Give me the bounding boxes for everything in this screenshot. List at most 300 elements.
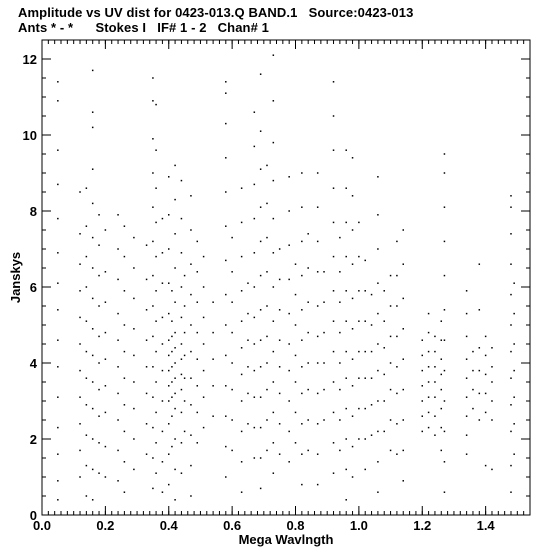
data-point	[254, 317, 256, 319]
data-point	[190, 377, 192, 379]
data-point	[301, 423, 303, 425]
data-point	[57, 366, 59, 368]
plot-title: Amplitude vs UV dist for 0423-013.Q BAND.1 Source:0423-013	[18, 5, 414, 20]
data-point	[155, 442, 157, 444]
data-point	[513, 370, 515, 372]
data-point	[390, 362, 392, 364]
data-point	[225, 476, 227, 478]
data-point	[124, 491, 126, 493]
data-point	[479, 419, 481, 421]
data-point	[307, 233, 309, 235]
data-point	[171, 336, 173, 338]
data-point	[152, 77, 154, 79]
y-tick-label: 10	[22, 128, 37, 143]
data-point	[479, 263, 481, 265]
data-point	[472, 370, 474, 372]
data-point	[117, 419, 119, 421]
data-point	[345, 256, 347, 258]
data-point	[352, 446, 354, 448]
data-point	[203, 370, 205, 372]
data-point	[168, 385, 170, 387]
data-point	[301, 339, 303, 341]
data-point	[79, 476, 81, 478]
data-point	[491, 366, 493, 368]
data-point	[333, 351, 335, 353]
data-point	[155, 222, 157, 224]
data-point	[86, 286, 88, 288]
data-point	[396, 336, 398, 338]
data-point	[390, 389, 392, 391]
data-point	[171, 290, 173, 292]
data-point	[295, 355, 297, 357]
data-point	[352, 195, 354, 197]
data-point	[197, 241, 199, 243]
data-point	[403, 328, 405, 330]
data-point	[339, 450, 341, 452]
data-point	[57, 149, 59, 151]
data-point	[181, 389, 183, 391]
data-point	[444, 172, 446, 174]
data-point	[295, 294, 297, 296]
data-point	[174, 301, 176, 303]
data-point	[273, 252, 275, 254]
data-point	[288, 210, 290, 212]
data-point	[231, 450, 233, 452]
data-point	[162, 218, 164, 220]
data-point	[377, 370, 379, 372]
data-point	[181, 343, 183, 345]
data-point	[190, 229, 192, 231]
data-point	[79, 191, 81, 193]
x-axis-title: Mega Wavlngth	[238, 532, 334, 547]
data-point	[117, 279, 119, 281]
data-point	[352, 298, 354, 300]
data-point	[241, 400, 243, 402]
data-point	[513, 313, 515, 315]
data-point	[383, 374, 385, 376]
data-point	[212, 332, 214, 334]
y-tick-label: 2	[29, 432, 37, 447]
data-point	[98, 244, 100, 246]
data-point	[254, 396, 256, 398]
data-point	[133, 408, 135, 410]
data-point	[92, 469, 94, 471]
data-point	[197, 385, 199, 387]
data-point	[168, 282, 170, 284]
data-point	[241, 256, 243, 258]
data-point	[307, 362, 309, 364]
data-point	[212, 358, 214, 360]
x-tick-label: 1.2	[413, 518, 432, 533]
data-point	[266, 165, 268, 167]
y-tick-labels	[23, 52, 38, 523]
data-point	[260, 309, 262, 311]
data-point	[479, 393, 481, 395]
data-point	[295, 442, 297, 444]
data-point	[57, 499, 59, 501]
data-point	[510, 465, 512, 467]
data-point	[225, 324, 227, 326]
data-point	[79, 396, 81, 398]
data-point	[358, 408, 360, 410]
data-point	[181, 442, 183, 444]
data-point	[124, 324, 126, 326]
data-point	[190, 434, 192, 436]
data-point	[301, 453, 303, 455]
data-point	[152, 172, 154, 174]
data-point	[434, 415, 436, 417]
data-point	[184, 275, 186, 277]
data-point	[364, 408, 366, 410]
data-point	[133, 355, 135, 357]
data-point	[254, 252, 256, 254]
data-point	[184, 305, 186, 307]
data-point	[364, 377, 366, 379]
data-point	[371, 294, 373, 296]
data-point	[333, 290, 335, 292]
data-point	[190, 351, 192, 353]
data-point	[352, 385, 354, 387]
data-point	[57, 453, 59, 455]
data-point	[190, 324, 192, 326]
data-point	[181, 358, 183, 360]
data-point	[301, 172, 303, 174]
data-point	[403, 358, 405, 360]
data-point	[197, 442, 199, 444]
data-point	[288, 400, 290, 402]
data-point	[428, 366, 430, 368]
data-point	[301, 309, 303, 311]
data-point	[254, 457, 256, 459]
data-point	[428, 313, 430, 315]
data-point	[513, 282, 515, 284]
data-point	[171, 351, 173, 353]
data-point	[403, 229, 405, 231]
data-point	[225, 260, 227, 262]
data-point	[190, 294, 192, 296]
data-point	[434, 381, 436, 383]
data-point	[174, 438, 176, 440]
data-point	[162, 461, 164, 463]
data-point	[254, 111, 256, 113]
data-point	[510, 491, 512, 493]
data-point	[162, 400, 164, 402]
data-point	[152, 206, 154, 208]
data-point	[371, 404, 373, 406]
x-tick-label: 0.2	[96, 518, 115, 533]
data-point	[79, 233, 81, 235]
data-point	[146, 366, 148, 368]
data-point	[105, 332, 107, 334]
data-point	[152, 241, 154, 243]
data-point	[57, 427, 59, 429]
data-point	[181, 286, 183, 288]
data-point	[339, 271, 341, 273]
data-point	[260, 366, 262, 368]
data-point	[288, 313, 290, 315]
data-point	[510, 431, 512, 433]
data-point	[317, 393, 319, 395]
data-point	[403, 450, 405, 452]
data-point	[92, 499, 94, 501]
data-point	[479, 370, 481, 372]
data-point	[86, 225, 88, 227]
data-point	[79, 423, 81, 425]
data-point	[434, 366, 436, 368]
data-point	[317, 271, 319, 273]
y-tick-label: 6	[29, 280, 37, 295]
data-point	[485, 336, 487, 338]
data-point	[466, 313, 468, 315]
data-point	[266, 305, 268, 307]
data-point	[333, 320, 335, 322]
data-point	[184, 400, 186, 402]
data-point	[377, 431, 379, 433]
data-point	[377, 176, 379, 178]
data-point	[174, 347, 176, 349]
data-point	[273, 286, 275, 288]
data-point	[86, 377, 88, 379]
data-point	[98, 415, 100, 417]
data-point	[377, 491, 379, 493]
data-point	[485, 374, 487, 376]
data-point	[273, 381, 275, 383]
data-point	[260, 241, 262, 243]
data-point	[352, 358, 354, 360]
data-point	[86, 495, 88, 497]
data-point	[152, 488, 154, 490]
data-point	[181, 412, 183, 414]
data-point	[146, 279, 148, 281]
data-point	[57, 309, 59, 311]
data-point	[171, 381, 173, 383]
data-point	[212, 385, 214, 387]
data-point	[105, 271, 107, 273]
data-point	[279, 423, 281, 425]
data-point	[181, 218, 183, 220]
data-point	[333, 222, 335, 224]
data-point	[212, 301, 214, 303]
data-point	[441, 374, 443, 376]
data-point	[441, 339, 443, 341]
data-point	[168, 400, 170, 402]
data-point	[466, 336, 468, 338]
data-point	[485, 393, 487, 395]
data-point	[171, 396, 173, 398]
data-point	[117, 248, 119, 250]
data-point	[162, 252, 164, 254]
data-point	[98, 336, 100, 338]
data-point	[231, 332, 233, 334]
data-point	[155, 320, 157, 322]
data-point	[174, 469, 176, 471]
data-point	[422, 339, 424, 341]
data-point	[231, 362, 233, 364]
data-point	[155, 256, 157, 258]
data-point	[266, 271, 268, 273]
data-point	[225, 446, 227, 448]
data-point	[168, 484, 170, 486]
data-point	[197, 271, 199, 273]
data-point	[403, 298, 405, 300]
data-point	[247, 282, 249, 284]
data-point	[317, 305, 319, 307]
data-point	[273, 54, 275, 56]
data-point	[241, 320, 243, 322]
data-point	[345, 187, 347, 189]
data-point	[174, 393, 176, 395]
data-point	[231, 301, 233, 303]
data-point	[479, 347, 481, 349]
data-point	[422, 385, 424, 387]
data-point	[377, 343, 379, 345]
data-point	[133, 298, 135, 300]
data-point	[117, 450, 119, 452]
data-point	[288, 370, 290, 372]
data-point	[124, 290, 126, 292]
data-point	[377, 400, 379, 402]
data-point	[444, 241, 446, 243]
data-point	[307, 389, 309, 391]
data-point	[279, 393, 281, 395]
data-point	[510, 324, 512, 326]
data-point	[441, 358, 443, 360]
data-point	[152, 138, 154, 140]
data-point	[174, 499, 176, 501]
plot-frame	[42, 40, 530, 515]
data-point	[273, 142, 275, 144]
data-point	[510, 195, 512, 197]
x-tick-label: 0.0	[32, 518, 52, 533]
data-point	[174, 199, 176, 201]
data-point	[333, 442, 335, 444]
data-point	[434, 351, 436, 353]
data-point	[371, 377, 373, 379]
data-point	[428, 351, 430, 353]
data-point	[168, 214, 170, 216]
data-point	[152, 396, 154, 398]
data-point	[79, 343, 81, 345]
data-point	[171, 320, 173, 322]
data-point	[273, 472, 275, 474]
data-point	[260, 73, 262, 75]
data-point	[92, 267, 94, 269]
data-point	[428, 381, 430, 383]
data-point	[155, 104, 157, 106]
data-point	[441, 320, 443, 322]
data-point	[383, 347, 385, 349]
data-point	[358, 256, 360, 258]
data-point	[479, 309, 481, 311]
data-point	[323, 301, 325, 303]
data-point	[260, 168, 262, 170]
data-point	[190, 404, 192, 406]
data-point	[444, 431, 446, 433]
x-tick-label: 1.4	[476, 518, 495, 533]
data-point	[260, 339, 262, 341]
data-point	[466, 358, 468, 360]
data-point	[197, 332, 199, 334]
data-point	[323, 419, 325, 421]
data-point	[317, 336, 319, 338]
data-point	[491, 347, 493, 349]
data-point	[339, 362, 341, 364]
data-point	[352, 157, 354, 159]
data-point	[254, 427, 256, 429]
data-point	[254, 370, 256, 372]
data-point	[396, 305, 398, 307]
data-point	[57, 218, 59, 220]
data-point	[434, 396, 436, 398]
data-point	[383, 320, 385, 322]
data-point	[254, 146, 256, 148]
data-point	[225, 81, 227, 83]
data-point	[98, 275, 100, 277]
data-point	[466, 453, 468, 455]
data-point	[162, 491, 164, 493]
data-point	[98, 362, 100, 364]
data-point	[117, 480, 119, 482]
major-ticks	[42, 40, 530, 515]
data-point	[247, 393, 249, 395]
data-point	[510, 263, 512, 265]
data-point	[317, 453, 319, 455]
data-point	[307, 301, 309, 303]
data-point	[124, 377, 126, 379]
data-point	[358, 377, 360, 379]
data-point	[307, 332, 309, 334]
data-point	[254, 184, 256, 186]
data-point	[168, 453, 170, 455]
data-point	[190, 263, 192, 265]
data-point	[92, 408, 94, 410]
data-point	[168, 176, 170, 178]
data-point	[241, 187, 243, 189]
data-point	[288, 244, 290, 246]
data-point	[390, 336, 392, 338]
data-point	[174, 267, 176, 269]
x-tick-label: 0.6	[223, 518, 242, 533]
data-point	[317, 484, 319, 486]
data-point	[466, 415, 468, 417]
data-point	[301, 275, 303, 277]
data-point	[57, 480, 59, 482]
data-point	[339, 237, 341, 239]
data-point	[403, 263, 405, 265]
data-point	[428, 396, 430, 398]
data-point	[117, 313, 119, 315]
data-point	[403, 419, 405, 421]
data-point	[203, 256, 205, 258]
data-point	[162, 317, 164, 319]
data-point	[92, 237, 94, 239]
data-point	[266, 389, 268, 391]
data-point	[117, 366, 119, 368]
data-point	[231, 389, 233, 391]
data-point	[241, 290, 243, 292]
data-point	[168, 370, 170, 372]
data-point	[422, 431, 424, 433]
data-point	[390, 450, 392, 452]
data-point	[358, 438, 360, 440]
data-point	[124, 225, 126, 227]
data-point	[124, 256, 126, 258]
data-point	[396, 275, 398, 277]
data-point	[57, 396, 59, 398]
data-point	[98, 214, 100, 216]
data-point	[181, 317, 183, 319]
data-point	[79, 263, 81, 265]
